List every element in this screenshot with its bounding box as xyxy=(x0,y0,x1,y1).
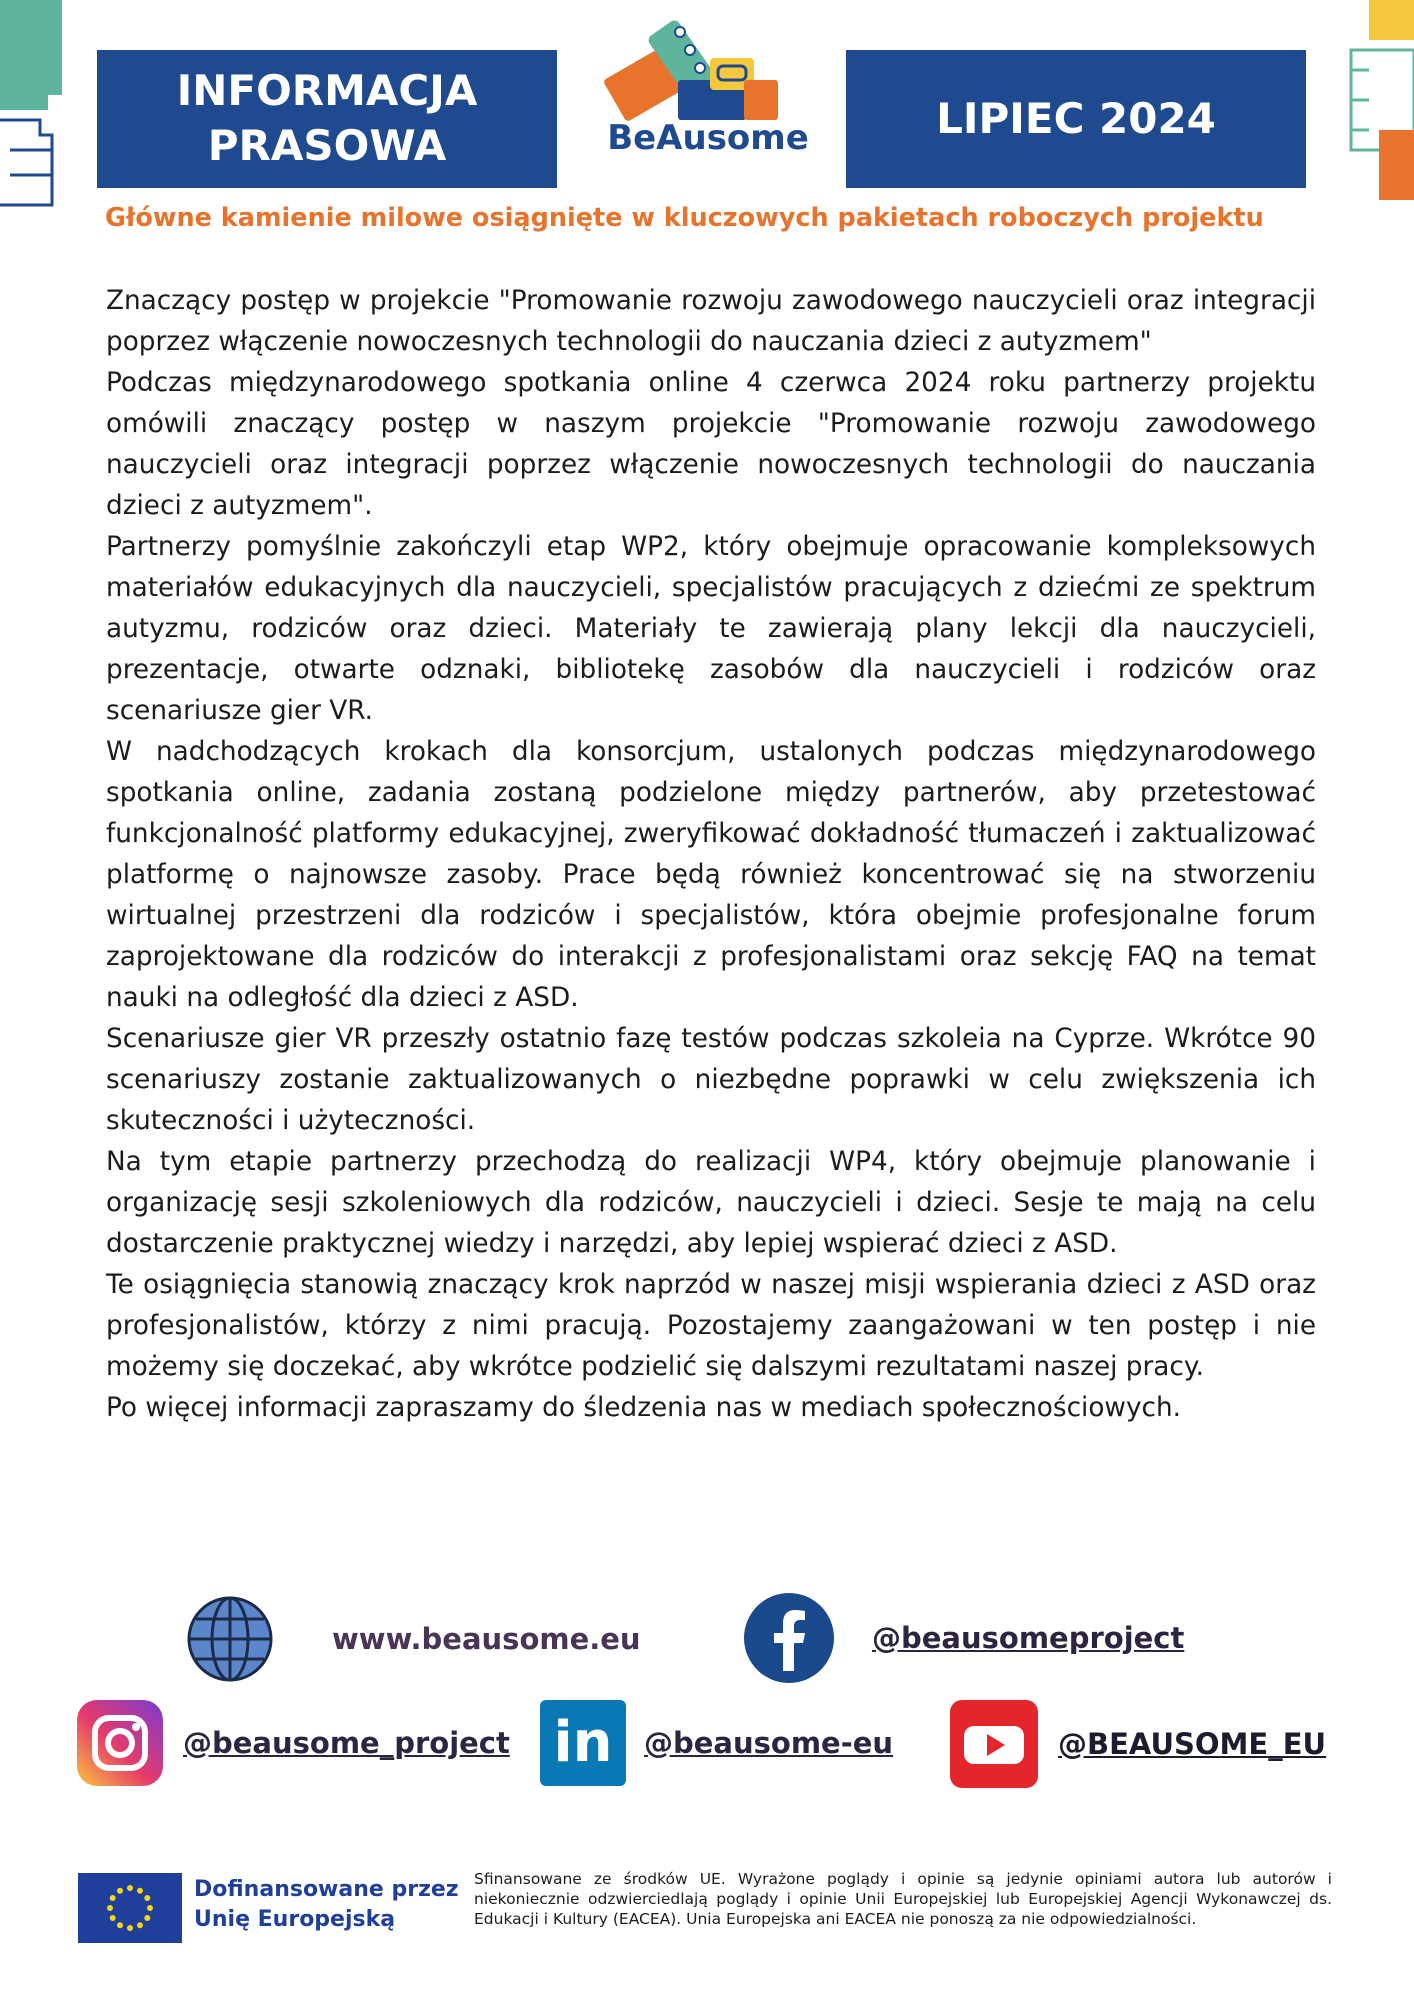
globe-icon xyxy=(186,1595,274,1683)
youtube-link[interactable] xyxy=(950,1700,1326,1788)
logo-wordmark: BeAusome xyxy=(607,118,809,158)
eu-cofunding-label xyxy=(194,1875,459,1935)
eu-flag-icon xyxy=(78,1873,182,1943)
facebook-handle[interactable]: @beausomeproject xyxy=(872,1621,1185,1655)
press-release-line2: PRASOWA xyxy=(207,121,447,170)
publication-date: LIPIEC 2024 xyxy=(936,93,1216,143)
paragraph-2: Podczas międzynarodowego spotkania online 4 czerwca 2024 roku partnerzy projektu omówili znaczący postęp w naszym projekcie "Promowanie rozwoju zawodowego nauczycieli oraz integracji poprzez włączenie nowoczesnych technologii do nauczania dzieci z autyzmem". xyxy=(106,368,1316,521)
eu-line2: Unię Europejską xyxy=(194,1907,396,1932)
press-release-line1: INFORMACJA xyxy=(176,66,478,116)
corner-decoration-left xyxy=(0,0,75,220)
youtube-icon xyxy=(950,1700,1038,1788)
date-box xyxy=(846,50,1306,188)
facebook-icon xyxy=(744,1593,834,1683)
paragraph-1: Znaczący postęp w projekcie "Promowanie rozwoju zawodowego nauczycieli oraz integracji poprzez włączenie nowoczesnych technologii do nauczania dzieci z autyzmem" xyxy=(106,286,1316,357)
linkedin-glyph: in xyxy=(553,1710,613,1775)
eu-line1: Dofinansowane przez xyxy=(194,1877,459,1902)
funding-disclaimer: Sfinansowane ze środków UE. Wyrażone poglądy i opinie są jedynie opiniami autora lub autorów i niekoniecznie odzwierciedlają poglądy i opinie Unii Europejskiej lub Europejskiej Agencji Wykonawczej ds. Edukacji i Kultury (EACEA). Unia Europejska ani EACEA nie ponoszą za nie odpowiedzialności. xyxy=(474,1870,1332,1928)
press-release-box xyxy=(97,50,557,188)
facebook-link[interactable] xyxy=(744,1593,1184,1683)
corner-decoration-right xyxy=(1339,0,1414,210)
paragraph-6: Na tym etapie partnerzy przechodzą do realizacji WP4, który obejmuje planowanie i organizację sesji szkoleniowych dla rodziców, nauczycieli i dzieci. Sesje te mają na celu dostarczenie praktycznej wiedzy i narzędzi, aby lepiej wspierać dzieci z ASD. xyxy=(106,1147,1316,1259)
paragraph-3: Partnerzy pomyślnie zakończyli etap WP2, który obejmuje opracowanie kompleksowych materiałów edukacyjnych dla nauczycieli, specjalistów pracujących z dziećmi ze spektrum autyzmu, rodziców oraz dzieci. Materiały te zawierają plany lekcji dla nauczycieli, prezentacje, otwarte odznaki, bibliotekę zasobów dla nauczycieli i rodziców oraz scenariusze gier VR. xyxy=(106,532,1316,726)
instagram-link[interactable] xyxy=(77,1700,510,1786)
paragraph-7: Te osiągnięcia stanowią znaczący krok naprzód w naszej misji wspierania dzieci z ASD oraz profesjonalistów, którzy z nimi pracują. Pozostajemy zaangażowani w ten postęp i nie możemy się doczekać, aby wkrótce podzielić się dalszymi rezultatami naszej pracy. xyxy=(106,1270,1316,1382)
website-link[interactable] xyxy=(186,1595,641,1683)
paragraph-8: Po więcej informacji zapraszamy do śledzenia nas w mediach społecznościowych. xyxy=(106,1393,1181,1423)
instagram-handle[interactable]: @beausome_project xyxy=(183,1726,510,1760)
subtitle: Główne kamienie milowe osiągnięte w kluczowych pakietach roboczych projektu xyxy=(105,203,1264,233)
instagram-icon xyxy=(77,1700,163,1786)
article-body xyxy=(106,281,1316,1429)
paragraph-5: Scenariusze gier VR przeszły ostatnio fazę testów podczas szkoleia na Cyprze. Wkrótce 90 scenariuszy zostanie zaktualizowanych o niezbędne poprawki w celu zwiększenia ich skuteczności i użyteczności. xyxy=(106,1024,1316,1136)
youtube-handle[interactable]: @BEAUSOME_EU xyxy=(1058,1727,1327,1761)
paragraph-4: W nadchodzących krokach dla konsorcjum, ustalonych podczas międzynarodowego spotkania online, zadania zostaną podzielone między partnerów, aby przetestować funkcjonalność platformy edukacyjnej, zweryfikować dokładność tłumaczeń i zaktualizować platformę o najnowsze zasoby. Prace będą również koncentrować się na stworzeniu wirtualnej przestrzeni dla rodziców i specjalistów, która obejmie profesjonalne forum zaprojektowane dla rodziców do interakcji z profesjonalistami oraz sekcję FAQ na temat nauki na odległość dla dzieci z ASD. xyxy=(106,737,1316,1013)
linkedin-link[interactable] xyxy=(540,1700,893,1786)
linkedin-icon xyxy=(540,1700,626,1786)
website-url[interactable]: www.beausome.eu xyxy=(332,1622,641,1656)
linkedin-handle[interactable]: @beausome-eu xyxy=(644,1726,894,1760)
